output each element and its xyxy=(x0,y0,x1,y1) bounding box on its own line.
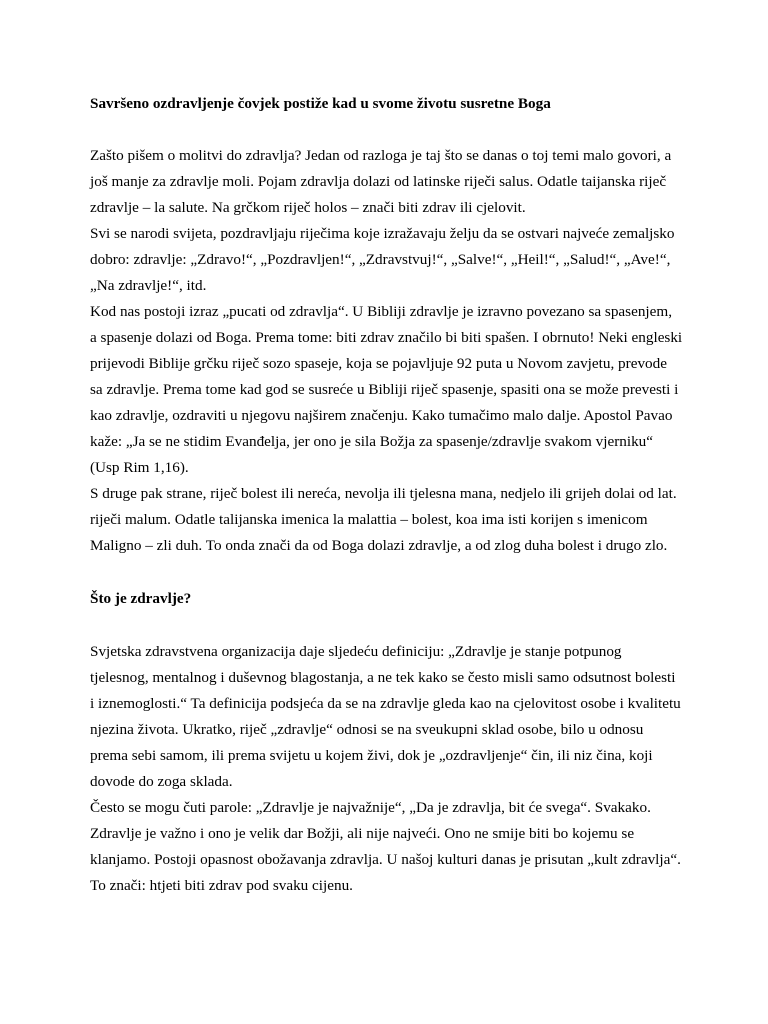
text-line: prijevodi Biblije grčku riječ sozo spaseje, koja se pojavljuje 92 puta u Novom zavjetu, prevode xyxy=(90,355,667,372)
text-line: (Usp Rim 1,16). xyxy=(90,459,189,476)
text-line: još manje za zdravlje moli. Pojam zdravlja dolazi od latinske riječi salus. Odatle taijanska riječ xyxy=(90,173,667,190)
text-line: Maligno – zli duh. To onda znači da od Boga dolazi zdravlje, a od zlog duha bolest i drugo zlo. xyxy=(90,537,668,554)
text-line: Kod nas postoji izraz „pucati od zdravlja“. U Bibliji zdravlje je izravno povezano sa spasenjem, xyxy=(90,303,672,320)
paragraph xyxy=(90,481,686,559)
text-line: dobro: zdravlje: „Zdravo!“, „Pozdravljen!“, „Zdravstvuj!“, „Salve!“, „Heil!“, „Salud!“, „Ave!“, xyxy=(90,251,671,268)
spacer xyxy=(90,117,686,143)
text-line: To znači: htjeti biti zdrav pod svaku cijenu. xyxy=(90,877,353,894)
text-line: kao zdravlje, ozdraviti u njegovu najširem značenju. Kako tumačimo malo dalje. Apostol Pavao xyxy=(90,407,673,424)
text-line: Zdravlje je važno i ono je velik dar Božji, ali nije najveći. Ono ne smije biti bo kojemu se xyxy=(90,825,635,842)
text-line: i iznemoglosti.“ Ta definicija podsjeća da se na zdravlje gleda kao na cjelovitost osobe i kvalitetu xyxy=(90,695,681,712)
paragraph xyxy=(90,299,686,481)
paragraph xyxy=(90,795,686,899)
spacer xyxy=(90,612,686,639)
section-heading: Što je zdravlje? xyxy=(90,590,192,607)
paragraph xyxy=(90,221,686,299)
text-line: dovode do zoga sklada. xyxy=(90,773,233,790)
text-line: sa zdravlje. Prema tome kad god se susreće u Bibliji riječ spasenje, spasiti ona se može prevesti i xyxy=(90,381,679,398)
text-line: „Na zdravlje!“, itd. xyxy=(90,277,207,294)
text-line: kaže: „Ja se ne stidim Evanđelja, jer ono je sila Božja za spasenje/zdravlje svakom vjerniku“ xyxy=(90,433,653,450)
text-line: njezina života. Ukratko, riječ „zdravlje“ odnosi se na sveukupni sklad osobe, bilo u odnosu xyxy=(90,721,644,738)
text-line: Zašto pišem o molitvi do zdravlja? Jedan od razloga je taj što se danas o toj temi malo govori, a xyxy=(90,147,672,164)
document-page xyxy=(90,91,686,899)
spacer xyxy=(90,559,686,586)
document-title: Savršeno ozdravljenje čovjek postiže kad u svome životu susretne Boga xyxy=(90,95,551,112)
text-line: Svjetska zdravstvena organizacija daje sljedeću definiciju: „Zdravlje je stanje potpunog xyxy=(90,643,622,660)
paragraph xyxy=(90,143,686,221)
text-line: zdravlje – la salute. Na grčkom riječ holos – znači biti zdrav ili cjelovit. xyxy=(90,199,526,216)
paragraph xyxy=(90,639,686,795)
text-line: S druge pak strane, riječ bolest ili nereća, nevolja ili tjelesna mana, nedjelo ili grijeh dolai od lat. xyxy=(90,485,677,502)
text-line: tjelesnog, mentalnog i duševnog blagostanja, a ne tek kako se često misli samo odsutnost bolesti xyxy=(90,669,676,686)
text-line: riječi malum. Odatle talijanska imenica la malattia – bolest, koa ima isti korijen s imenicom xyxy=(90,511,648,528)
text-line: Svi se narodi svijeta, pozdravljaju riječima koje izražavaju želju da se ostvari najveće zemaljsko xyxy=(90,225,675,242)
text-line: klanjamo. Postoji opasnost obožavanja zdravlja. U našoj kulturi danas je prisutan „kult zdravlja“. xyxy=(90,851,681,868)
text-line: a spasenje dolazi od Boga. Prema tome: biti zdrav značilo bi biti spašen. I obrnuto! Neki engleski xyxy=(90,329,683,346)
text-line: Često se mogu čuti parole: „Zdravlje je najvažnije“, „Da je zdravlja, bit će svega“. Svakako. xyxy=(90,799,651,816)
text-line: prema sebi samom, ili prema svijetu u kojem živi, dok je „ozdravljenje“ čin, ili niz čina, koji xyxy=(90,747,653,764)
